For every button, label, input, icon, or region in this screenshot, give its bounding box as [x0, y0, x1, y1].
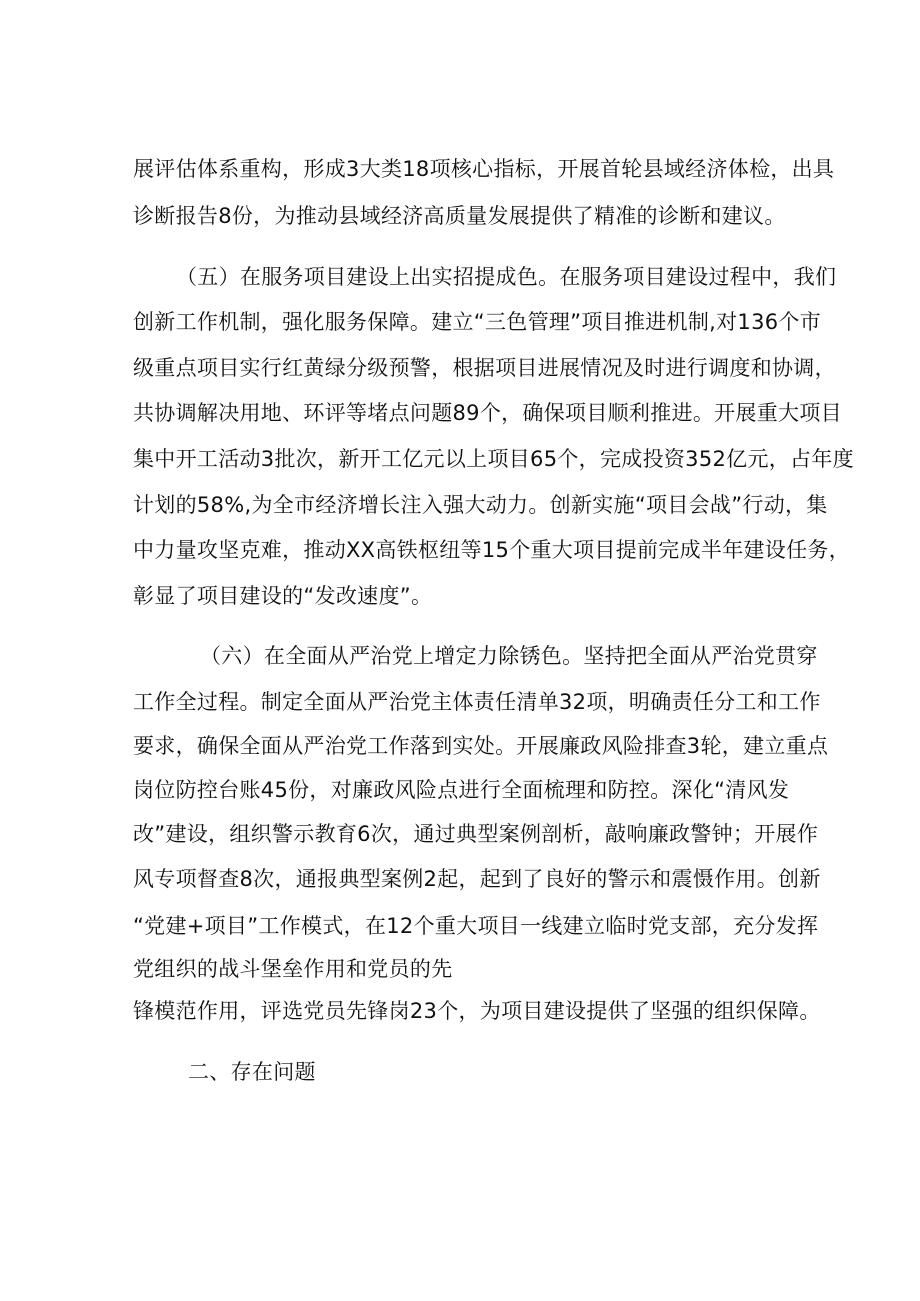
- body-text-line: 中力量攻坚克难，推动XX高铁枢纽等15个重大项目提前完成半年建设任务，: [133, 538, 850, 562]
- body-text-line: 岗位防控台账45份，对廉政风险点进行全面梳理和防控。深化“清风发: [133, 778, 790, 802]
- body-text-line: 级重点项目实行红黄绿分级预警，根据项目进展情况及时进行调度和协调，: [133, 356, 836, 380]
- body-text-line: 共协调解决用地、环评等堵点问题89个，确保项目顺利推进。开展重大项目: [133, 401, 842, 425]
- body-text-line: 改”建设，组织警示教育6次，通过典型案例剖析，敲响廉政警钟；开展作: [133, 822, 819, 846]
- body-text-line: 诊断报告8份，为推动县域经济高质量发展提供了精准的诊断和建议。: [133, 204, 786, 228]
- body-text-line: “党建+项目”工作模式，在12个重大项目一线建立临时党支部，充分发挥: [133, 914, 819, 938]
- body-text-line: 锋模范作用，评选党员先锋岗23个，为项目建设提供了坚强的组织保障。: [133, 999, 821, 1023]
- section-6-heading-line: （六）在全面从严治党上增定力除锈色。坚持把全面从严治党贯穿: [200, 644, 818, 668]
- section-2-heading: 二、存在问题: [188, 1060, 316, 1084]
- body-text-line: 创新工作机制，强化服务保障。建立“三色管理”项目推进机制,对136个市: [133, 310, 822, 334]
- body-text-line: 彰显了项目建设的“发改速度”。: [133, 584, 433, 608]
- section-5-heading-line: （五）在服务项目建设上出实招提成色。在服务项目建设过程中，我们: [176, 265, 837, 289]
- body-text-line: 工作全过程。制定全面从严治党主体责任清单32项，明确责任分工和工作: [133, 690, 821, 714]
- body-text-line: 党组织的战斗堡垒作用和党员的先: [133, 957, 453, 981]
- body-text-line: 风专项督查8次，通报典型案例2起，起到了良好的警示和震慑作用。创新: [133, 867, 821, 891]
- body-text-line: 要求，确保全面从严治党工作落到实处。开展廉政风险排查3轮，建立重点: [133, 734, 829, 758]
- body-text-line: 展评估体系重构，形成3大类18项核心指标，开展首轮县域经济体检，出具: [133, 157, 835, 181]
- body-text-line: 计划的58%,为全市经济增长注入强大动力。创新实施“项目会战”行动，集: [133, 493, 828, 517]
- body-text-line: 集中开工活动3批次，新开工亿元以上项目65个，完成投资352亿元，占年度: [133, 447, 854, 471]
